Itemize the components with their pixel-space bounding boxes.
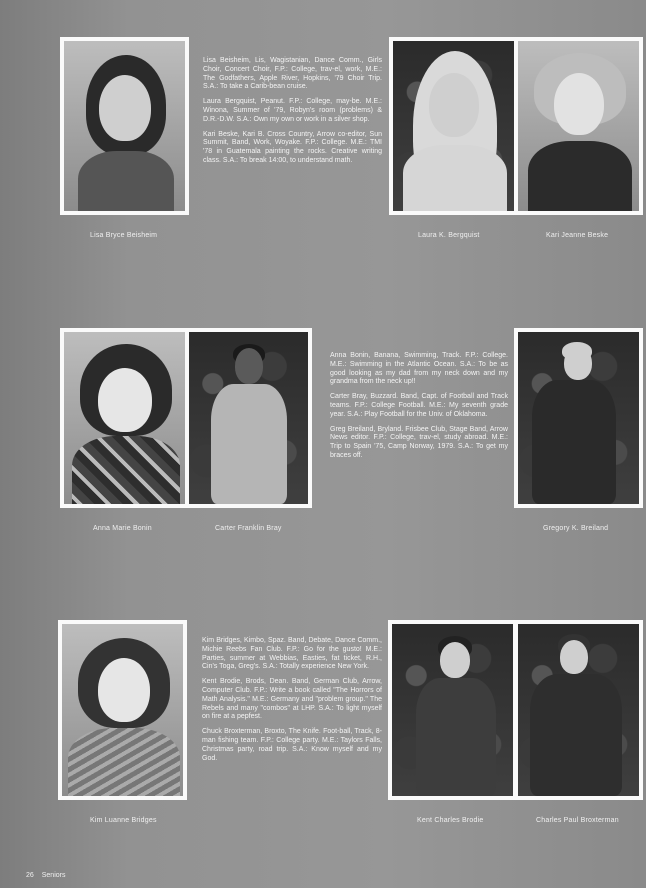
caption-anna: Anna Marie Bonin bbox=[93, 525, 152, 532]
portrait-kent-face bbox=[440, 642, 470, 678]
bio-greg: Greg Breiland, Bryland. Frisbee Club, Stage Band, Arrow News editor. F.P.: College, trav-el, study abroad. M.E.: Trip to Spain '75, Camp Norway, 1979. S.A.: To get my braces off. bbox=[330, 425, 508, 459]
bio-block-3 bbox=[202, 637, 382, 769]
portrait-anna-face bbox=[98, 368, 152, 432]
portrait-laura-shoulders bbox=[403, 145, 507, 211]
bio-carter: Carter Bray, Buzzard. Band, Capt. of Football and Track teams. F.P.: College Football. M.E.: My seventh grade year. S.A.: Play Football for the Univ. of Oklahoma. bbox=[330, 393, 508, 418]
portrait-kim-face bbox=[98, 658, 150, 722]
portrait-carter-face bbox=[235, 348, 263, 384]
portrait-charles-suit bbox=[530, 674, 622, 796]
portrait-gregory-suit bbox=[532, 380, 616, 504]
portrait-kari-face bbox=[554, 73, 604, 135]
portrait-lisa-image bbox=[64, 41, 185, 211]
portrait-kent-sweater bbox=[416, 678, 496, 796]
caption-laura: Laura K. Bergquist bbox=[418, 232, 480, 239]
portrait-gregory-face bbox=[564, 346, 592, 380]
portrait-lisa-face bbox=[99, 75, 151, 141]
portrait-charles-face bbox=[560, 640, 588, 674]
portrait-kent bbox=[388, 620, 517, 800]
caption-kent: Kent Charles Brodie bbox=[417, 817, 484, 824]
caption-gregory: Gregory K. Breiland bbox=[543, 525, 609, 532]
portrait-kari-shoulders bbox=[528, 141, 632, 211]
portrait-charles bbox=[514, 620, 643, 800]
caption-kim: Kim Luanne Bridges bbox=[90, 817, 157, 824]
bio-anna: Anna Bonin, Banana, Swimming, Track. F.P.: College. M.E.: Swimming in the Atlantic Ocean. S.A.: To be as good looking as my dad from my neck down and my grandma from the neck up!! bbox=[330, 352, 508, 386]
portrait-lisa bbox=[60, 37, 189, 215]
bio-lisa: Lisa Beisheim, Lis, Wagistanian, Dance Comm., Girls Choir, Concert Choir, F.P.: College, trav-el, work, M.E.: The Godfathers, Apple River, Hopkins, '79 Choir Trip. S.A.: To take a Carib-bean cruise. bbox=[203, 57, 382, 91]
portrait-carter bbox=[185, 328, 312, 508]
portrait-kari-image bbox=[518, 41, 639, 211]
portrait-gregory bbox=[514, 328, 643, 508]
portrait-anna bbox=[60, 328, 189, 508]
bio-kent: Kent Brodie, Brods, Dean. Band, German Club, Arrow, Computer Club. F.P.: Write a book called "The Horrors of Math Analysis." M.E.: Germany and "problem group." The Rebels and many "combos" at LHP. S.A.: To light myself on fire at a pepfest. bbox=[202, 678, 382, 721]
section-name: Seniors bbox=[41, 872, 66, 879]
caption-carter: Carter Franklin Bray bbox=[215, 525, 282, 532]
portrait-lisa-shoulders bbox=[78, 151, 174, 211]
portrait-laura-image bbox=[393, 41, 514, 211]
portrait-kent-image bbox=[392, 624, 513, 796]
portrait-carter-image bbox=[189, 332, 308, 504]
portrait-carter-suit bbox=[211, 384, 287, 504]
bio-kim: Kim Bridges, Kimbo, Spaz. Band, Debate, Dance Comm., Michie Reebs Fan Club. F.P.: Go for the gusto! M.E.: Parties, summer at Webbias, Easties, fat ticket, R.H., Cin's Toga, Greg's. S.A.: Totally experience New York. bbox=[202, 637, 382, 671]
bio-laura: Laura Bergquist, Peanut. F.P.: College, may-be. M.E.: Winona, Summer of '79, Robyn's room (problems) & D.R.-D.W. S.A.: Own my own or work in a silver shop. bbox=[203, 98, 382, 123]
caption-lisa: Lisa Bryce Beisheim bbox=[90, 232, 158, 239]
portrait-anna-shoulders bbox=[72, 436, 180, 504]
portrait-kim bbox=[58, 620, 187, 800]
caption-charles: Charles Paul Broxterman bbox=[536, 817, 619, 824]
portrait-gregory-image bbox=[518, 332, 639, 504]
portrait-laura bbox=[389, 37, 518, 215]
bio-kari: Kari Beske, Kari B. Cross Country, Arrow co-editor, Sun Summit, Band, Work, Woyake. F.P.: College. M.E.: TMI '78 in Guatemala painting the rocks. Creative writing class. S.A.: To break 14:00, to understand math. bbox=[203, 130, 382, 164]
page-footer bbox=[26, 872, 71, 879]
portrait-anna-image bbox=[64, 332, 185, 504]
portrait-laura-face bbox=[429, 73, 479, 137]
bio-block-1 bbox=[203, 57, 382, 172]
caption-kari: Kari Jeanne Beske bbox=[546, 232, 609, 239]
portrait-kari bbox=[514, 37, 643, 215]
portrait-charles-image bbox=[518, 624, 639, 796]
portrait-kim-shoulders bbox=[68, 728, 180, 796]
portrait-kim-image bbox=[62, 624, 183, 796]
page-number: 26 bbox=[26, 872, 34, 879]
bio-chuck: Chuck Broxterman, Broxto, The Knife. Foot-ball, Track, 8-man fishing team. F.P.: College party. M.E.: Taylors Falls, Christmas party, road trip. S.A.: Know myself and my God. bbox=[202, 728, 382, 762]
bio-block-2 bbox=[330, 352, 508, 467]
